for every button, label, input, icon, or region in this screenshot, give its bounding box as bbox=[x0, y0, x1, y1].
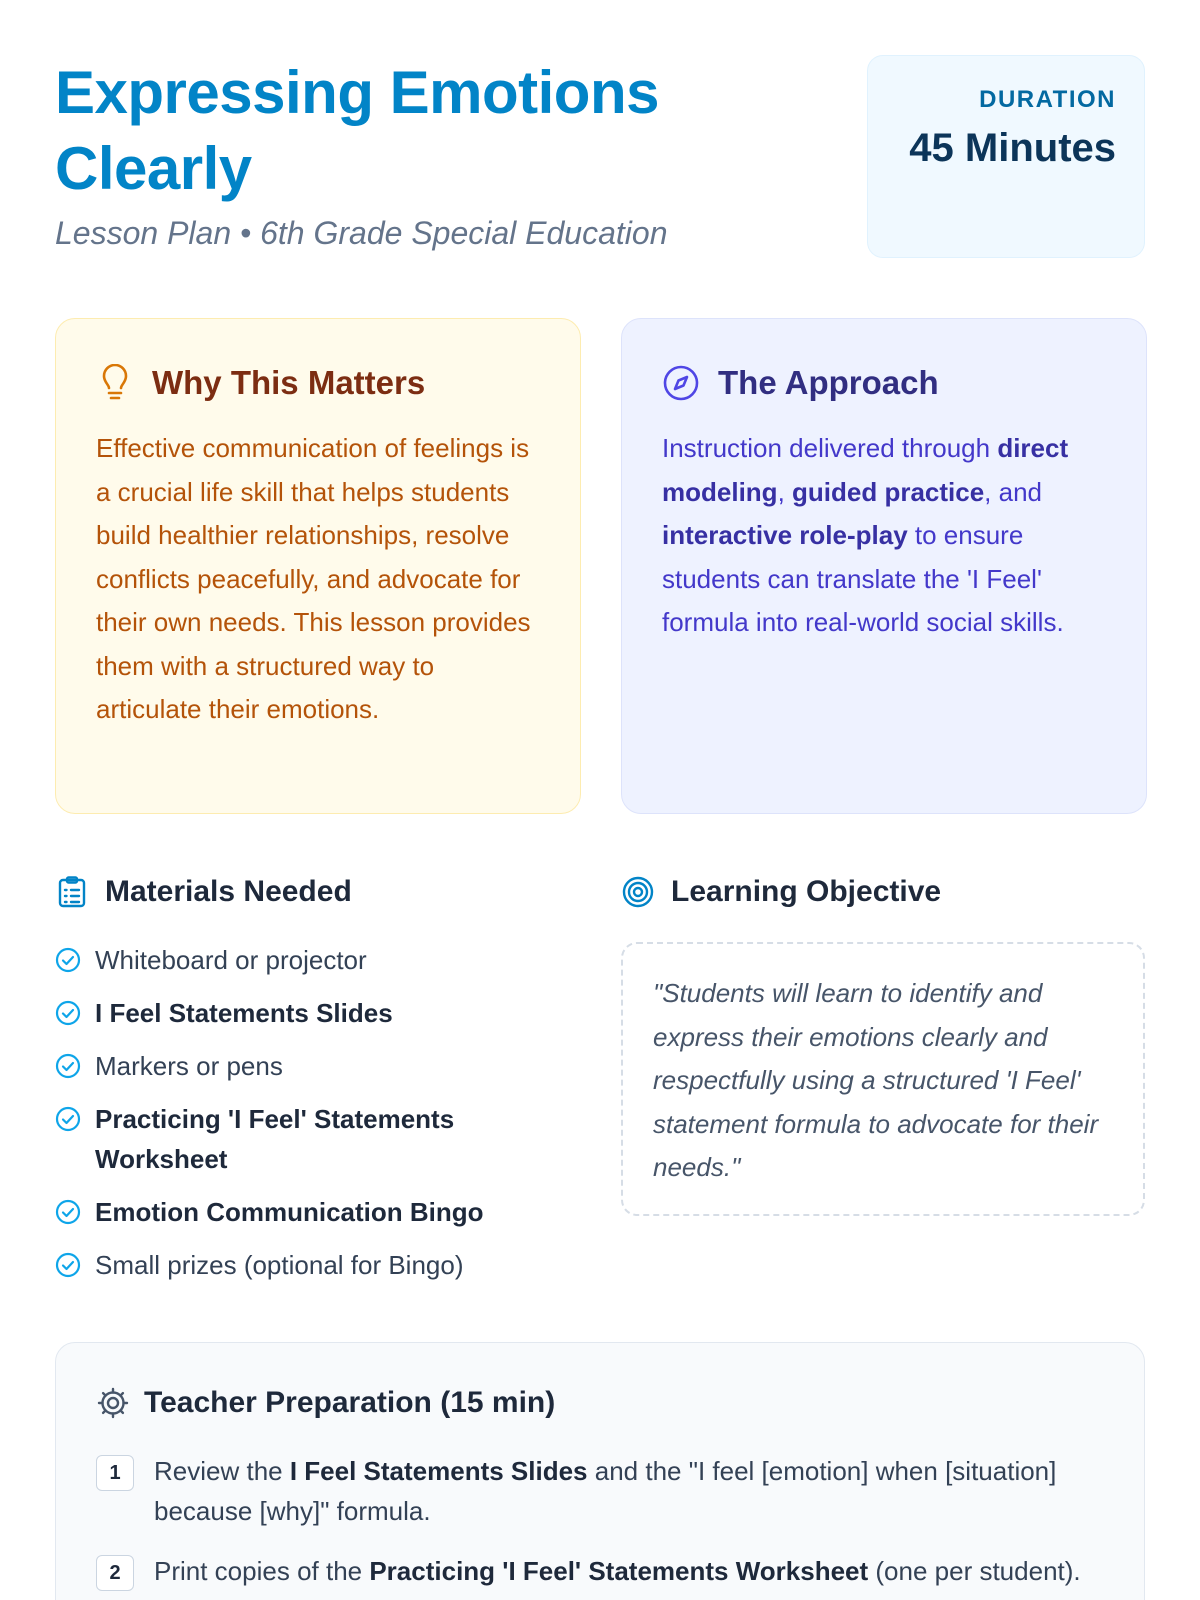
duration-badge bbox=[867, 55, 1145, 258]
why-this-matters-card bbox=[55, 318, 581, 814]
list-item bbox=[55, 940, 555, 980]
step-text bbox=[154, 1551, 1081, 1591]
approach-emphasis: interactive role-play bbox=[662, 520, 908, 550]
check-circle-icon bbox=[55, 1000, 81, 1026]
page-title: Expressing Emotions Clearly bbox=[55, 59, 659, 202]
step-emphasis: Practicing 'I Feel' Statements Worksheet bbox=[369, 1556, 869, 1586]
why-card-body: Effective communication of feelings is a crucial life skill that helps students build healthier relationships, resolve conflicts peacefully, and advocate for their own needs. This lesson provides them with a structured way to articulate their emotions. bbox=[96, 433, 531, 724]
approach-text: , bbox=[777, 476, 793, 507]
list-item bbox=[55, 1099, 555, 1179]
material-label: Whiteboard or projector bbox=[95, 945, 367, 975]
page-subtitle: Lesson Plan • 6th Grade Special Education bbox=[55, 215, 668, 251]
check-circle-icon bbox=[55, 1252, 81, 1278]
material-label: I Feel Statements Slides bbox=[95, 998, 393, 1028]
duration-label: DURATION bbox=[979, 86, 1116, 113]
step-number: 1 bbox=[96, 1455, 134, 1491]
material-label: Emotion Communication Bingo bbox=[95, 1197, 484, 1227]
lesson-header bbox=[55, 55, 1145, 260]
approach-text: to ensure students can translate the 'I Feel' formula into real-world social skills. bbox=[662, 520, 1064, 637]
step-text bbox=[154, 1451, 1104, 1531]
objective-header bbox=[621, 872, 941, 912]
prep-steps bbox=[96, 1451, 1104, 1591]
step-text-part: Print copies of the bbox=[154, 1556, 370, 1586]
materials-title: Materials Needed bbox=[105, 875, 352, 908]
list-item bbox=[55, 993, 555, 1033]
prep-title: Teacher Preparation (15 min) bbox=[144, 1386, 556, 1419]
teacher-preparation-card bbox=[55, 1342, 1145, 1600]
list-item bbox=[55, 1046, 555, 1086]
approach-emphasis: guided practice bbox=[792, 476, 985, 507]
approach-card bbox=[621, 318, 1147, 814]
compass-icon bbox=[662, 364, 700, 402]
duration-value: 45 Minutes bbox=[909, 126, 1116, 170]
step-text-part: (one per student). bbox=[868, 1556, 1081, 1586]
material-label: Practicing 'I Feel' Statements Worksheet bbox=[95, 1104, 455, 1174]
clipboard-icon bbox=[55, 875, 89, 909]
check-circle-icon bbox=[55, 1106, 81, 1132]
approach-text: , and bbox=[984, 476, 1042, 507]
lightbulb-icon bbox=[96, 364, 134, 402]
material-label: Small prizes (optional for Bingo) bbox=[95, 1250, 464, 1280]
check-circle-icon bbox=[55, 1053, 81, 1079]
approach-text: Instruction delivered through bbox=[662, 433, 998, 463]
check-circle-icon bbox=[55, 1199, 81, 1225]
prep-header bbox=[96, 1383, 1104, 1423]
step-text-part: Review the bbox=[154, 1456, 290, 1486]
check-circle-icon bbox=[55, 947, 81, 973]
why-card-header bbox=[96, 359, 540, 407]
approach-card-header bbox=[662, 359, 1106, 407]
gear-icon bbox=[96, 1386, 130, 1420]
step-text-part: and the "I feel [emotion] when [situation] because [why]" formula. bbox=[154, 1456, 1057, 1526]
material-label: Markers or pens bbox=[95, 1051, 283, 1081]
list-item bbox=[55, 1192, 555, 1232]
materials-header bbox=[55, 872, 352, 912]
approach-emphasis: direct modeling bbox=[662, 433, 1069, 507]
prep-step bbox=[96, 1551, 1104, 1591]
list-item bbox=[55, 1245, 555, 1285]
why-card-title: Why This Matters bbox=[152, 364, 426, 401]
objective-title: Learning Objective bbox=[671, 875, 942, 908]
target-icon bbox=[621, 875, 655, 909]
step-number: 2 bbox=[96, 1555, 134, 1591]
approach-card-body bbox=[662, 427, 1106, 645]
step-emphasis: I Feel Statements Slides bbox=[289, 1456, 588, 1486]
prep-step bbox=[96, 1451, 1104, 1531]
materials-list bbox=[55, 940, 555, 1298]
approach-card-title: The Approach bbox=[718, 364, 939, 401]
objective-quote: "Students will learn to identify and express their emotions clearly and respectfully using a structured 'I Feel' statement formula to advocate for their needs." bbox=[621, 942, 1145, 1216]
